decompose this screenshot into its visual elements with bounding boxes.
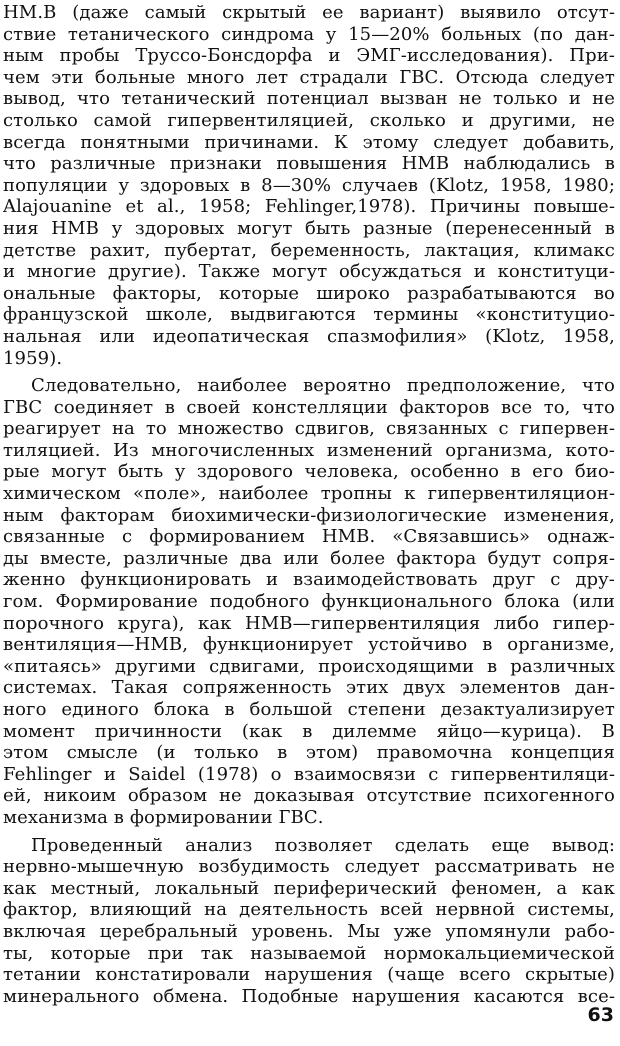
text-line: НМ.В (даже самый скрытый ее вариант) выявило отсут- [3, 2, 615, 23]
text-line: гом. Формирование подобного функционального блока (или [3, 591, 615, 613]
text-line: французской школе, выдвигаются термины «конституцио- [3, 304, 615, 326]
page-number: 63 [587, 1004, 614, 1026]
text-line: Fehlinger и Saidel (1978) о взаимосвязи с гипервентиляци- [3, 763, 615, 785]
text-line: ГВС соединяет в своей констелляции факторов все то, что [3, 396, 615, 418]
text-line: рые могут быть у здорового человека, особенно в его био- [3, 461, 615, 483]
text-line: столько самой гипервентиляцией, сколько и другими, не [3, 109, 615, 131]
text-line: всегда понятными причинами. К этому следует добавить, [3, 131, 615, 153]
text-line: чем эти больные много лет страдали ГВС. Отсюда следует [3, 66, 615, 88]
text-line: фактор, влияющий на деятельность всей нервной системы, [3, 899, 615, 921]
text-line: популяции у здоровых в 8—30% случаев (Klotz, 1958, 1980; [3, 174, 615, 196]
text-line: ного единого блока в большой степени дезактуализирует [3, 699, 615, 720]
text-line: вывод, что тетанический потенциал вызван не только и не [3, 88, 615, 110]
text-line: тетании констатировали нарушения (чаще всего скрытые) [3, 964, 615, 986]
paragraph-1 [3, 2, 615, 369]
paragraph-2 [3, 375, 615, 828]
text-line: тиляцией. Из многочисленных изменений организма, кото- [3, 439, 615, 461]
text-line: нервно-мышечную возбудимость следует рассматривать не [3, 856, 615, 878]
paragraph-3 [3, 835, 615, 1008]
text-line: «питаясь» другими сдвигами, происходящими в различных [3, 655, 615, 677]
text-line: что различные признаки повышения НМВ наблюдались в [3, 153, 615, 175]
text-line: ты, которые при так называемой нормокальциемической [3, 942, 615, 964]
text-line: этом смысле (и только в этом) правомочна концепция [3, 742, 615, 764]
text-line: вентиляция—НМВ, функционирует устойчиво в организме, [3, 634, 615, 656]
text-line: 1959). [3, 347, 63, 369]
text-line: реагирует на то множество сдвигов, связанных с гипервен- [3, 418, 615, 440]
text-line: момент причинности (как в дилемме яйцо—курица). В [3, 720, 615, 742]
text-line: женно функционировать и взаимодействовать друг с дру- [3, 569, 615, 591]
text-line: связанные с формированием НМВ. «Связавшись» однаж- [3, 526, 615, 548]
text-line: ствие тетанического синдрома у 15—20% больных (по дан- [3, 23, 615, 45]
text-line: ным пробы Труссо-Бонсдорфа и ЭМГ-исследования). При- [3, 45, 615, 67]
text-line: порочного круга), как НМВ—гипервентиляция либо гипер- [3, 612, 615, 634]
text-line: системах. Такая сопряженность этих двух элементов дан- [3, 677, 615, 699]
text-line: ей, никоим образом не доказывая отсутствие психогенного [3, 785, 615, 807]
text-line: и многие другие). Также могут обсуждаться и конституци- [3, 261, 615, 283]
text-line: механизма в формировании ГВС. [3, 806, 324, 828]
text-line: детстве рахит, пубертат, беременность, лактация, климакс [3, 239, 615, 261]
text-line: химическом «поле», наиболее тропны к гипервентиляцион- [3, 483, 615, 505]
text-line: включая церебральный уровень. Мы уже упомянули рабо- [3, 920, 615, 942]
text-line: Следовательно, наиболее вероятно предположение, что [31, 375, 615, 397]
body-text [3, 2, 615, 1007]
text-line: Alajouanine et al., 1958; Fehlinger,1978). Причины повыше- [3, 196, 615, 218]
text-line: нальная или идеопатическая спазмофилия» (Klotz, 1958, [3, 325, 615, 347]
text-line: как местный, локальный периферический феномен, а как [3, 877, 615, 899]
text-line: ным факторам биохимически-физиологические изменения, [3, 504, 615, 526]
text-line: минерального обмена. Подобные нарушения касаются все- [3, 985, 615, 1007]
text-line: ды вместе, различные два или более фактора будут сопря- [3, 547, 615, 569]
text-line: ональные факторы, которые широко разрабатываются во [3, 282, 615, 304]
text-line: ния НМВ у здоровых могут быть разные (перенесенный в [3, 217, 615, 239]
text-line: Проведенный анализ позволяет сделать еще вывод: [31, 834, 615, 856]
